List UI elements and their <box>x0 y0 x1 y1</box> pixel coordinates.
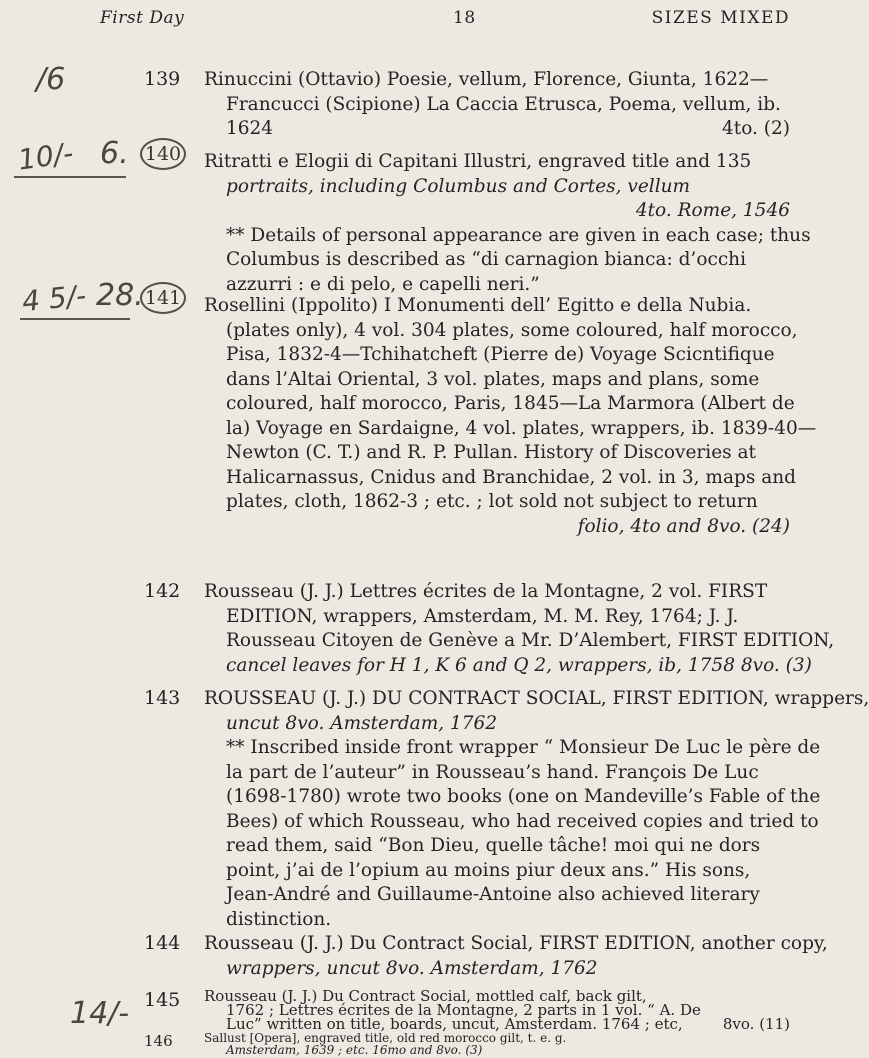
lot-line: plates, cloth, 1862-3 ; etc. ; lot sold not subject to return <box>226 491 758 512</box>
lot-line: Rousseau (J. J.) Du Contract Social, FIRST EDITION, another copy, <box>204 933 828 954</box>
lot-description <box>204 150 811 297</box>
lot-line: Halicarnassus, Cnidus and Branchidae, 2 vol. in 3, maps and <box>226 466 797 488</box>
lot-line <box>204 117 790 142</box>
lot-format: 8vo. (11) <box>722 1015 790 1033</box>
lot-line: Ritratti e Elogii di Capitani Illustri, engraved title and 135 <box>204 151 752 172</box>
note-line: (1698-1780) wrote two books (one on Mandeville’s Fable of the <box>226 786 821 807</box>
lot-circle-140: 140 <box>140 138 186 170</box>
lot-number: 139 <box>144 68 181 90</box>
lot-number: 142 <box>144 580 181 602</box>
note-line: Bees) of which Rousseau, who had received copies and tried to <box>226 810 819 832</box>
lot-line: Newton (C. T.) and R. P. Pullan. History of Discoveries at <box>226 442 756 463</box>
note-line: ** Details of personal appearance are given in each case; thus <box>226 224 811 246</box>
pencil-underline-141 <box>20 318 130 320</box>
lot-line: uncut 8vo. Amsterdam, 1762 <box>226 712 498 734</box>
pencil-price-141: 28. <box>96 278 144 313</box>
lot-line: dans l’Altai Oriental, 3 vol. plates, maps and plans, some <box>226 368 760 390</box>
header-day: First Day <box>100 8 185 28</box>
lot-description <box>204 687 869 932</box>
lot-line: Rinuccini (Ottavio) Poesie, vellum, Florence, Giunta, 1622— <box>204 69 769 90</box>
lot-line-text: 1624 <box>226 118 274 139</box>
lot-line <box>204 1017 790 1031</box>
lot-format: 4to. (2) <box>722 118 790 139</box>
lot-line: Sallust [Opera], engraved title, old red morocco gilt, t. e. g. <box>204 1031 567 1045</box>
lot-line: la) Voyage en Sardaigne, 4 vol. plates, wrappers, ib. 1839-40— <box>226 417 817 439</box>
note-line: distinction. <box>226 908 332 930</box>
lot-line: Rousseau (J. J.) Du Contract Social, mottled calf, back gilt, <box>204 987 647 1005</box>
note-line: ** Inscribed inside front wrapper “ Monsieur De Luc le père de <box>226 737 821 758</box>
lot-line: cancel leaves for H 1, K 6 and Q 2, wrappers, ib, 1758 8vo. (3) <box>226 654 812 676</box>
note-line: Jean-André and Guillaume-Antoine also achieved literary <box>226 884 760 905</box>
note-line: point, j’ai de l’opium au moins piur deux ans.” His sons, <box>226 859 751 881</box>
lot-format: 4to. Rome, 1546 <box>635 200 790 221</box>
lot-line: Francucci (Scipione) La Caccia Etrusca, Poema, vellum, ib. <box>226 93 781 115</box>
lot-description <box>204 294 817 539</box>
lot-description <box>204 580 835 678</box>
lot-number: 143 <box>144 687 181 709</box>
lot-line: (plates only), 4 vol. 304 plates, some coloured, half morocco, <box>226 319 798 341</box>
pencil-mark-141-left: 4 5/- <box>20 278 88 319</box>
lot-line: 1762 ; Lettres écrites de la Montagne, 2 parts in 1 vol. “ A. De <box>226 1001 701 1019</box>
lot-line: wrappers, uncut 8vo. Amsterdam, 1762 <box>226 957 598 979</box>
lot-line: ROUSSEAU (J. J.) DU CONTRACT SOCIAL, FIRST EDITION, wrappers, <box>204 688 869 709</box>
pencil-price-140: 6. <box>100 136 129 171</box>
lot-circle-141: 141 <box>140 282 186 314</box>
lot-line: portraits, including Columbus and Cortes, vellum <box>226 175 691 197</box>
running-header <box>100 8 790 38</box>
lot-description <box>204 932 828 981</box>
lot-description <box>204 1032 790 1056</box>
lot-format: folio, 4to and 8vo. (24) <box>577 515 790 537</box>
note-line: la part de l’auteur” in Rousseau’s hand. François De Luc <box>226 761 759 783</box>
lot-description <box>204 68 790 142</box>
pencil-mark-140-left: 10/- <box>15 136 76 177</box>
pencil-mark-146: 14/- <box>70 996 130 1031</box>
page-number: 18 <box>453 8 476 28</box>
lot-line-text: Luc” written on title, boards, uncut, Amsterdam. 1764 ; etc, <box>226 1015 683 1033</box>
note-line: Columbus is described as “di carnagion bianca: d’occhi <box>226 249 747 270</box>
pencil-underline-140 <box>14 176 126 178</box>
lot-line: EDITION, wrappers, Amsterdam, M. M. Rey, 1764; J. J. <box>226 605 739 627</box>
pencil-mark-139: /6 <box>36 62 66 97</box>
header-section: SIZES MIXED <box>651 8 790 28</box>
lot-line: Rousseau (J. J.) Lettres écrites de la Montagne, 2 vol. FIRST <box>204 581 768 602</box>
lot-line: Rosellini (Ippolito) I Monumenti dell’ Egitto e della Nubia. <box>204 295 752 316</box>
lot-line: Rousseau Citoyen de Genève a Mr. D’Alembert, FIRST EDITION, <box>226 630 835 651</box>
lot-line: Pisa, 1832-4—Tchihatcheft (Pierre de) Voyage Scicntifique <box>226 344 775 365</box>
lot-description <box>204 989 790 1031</box>
lot-line: coloured, half morocco, Paris, 1845—La Marmora (Albert de <box>226 393 795 414</box>
note-line: read them, said “Bon Dieu, quelle tâche! moi qui ne dors <box>226 835 761 856</box>
lot-number: 146 <box>144 1032 173 1050</box>
lot-number: 145 <box>144 989 181 1011</box>
lot-number: 144 <box>144 932 181 954</box>
lot-line: Amsterdam, 1639 ; etc. 16mo and 8vo. (3) <box>226 1043 483 1057</box>
note-line: azzurri : e di pelo, e capelli neri.” <box>226 273 540 295</box>
